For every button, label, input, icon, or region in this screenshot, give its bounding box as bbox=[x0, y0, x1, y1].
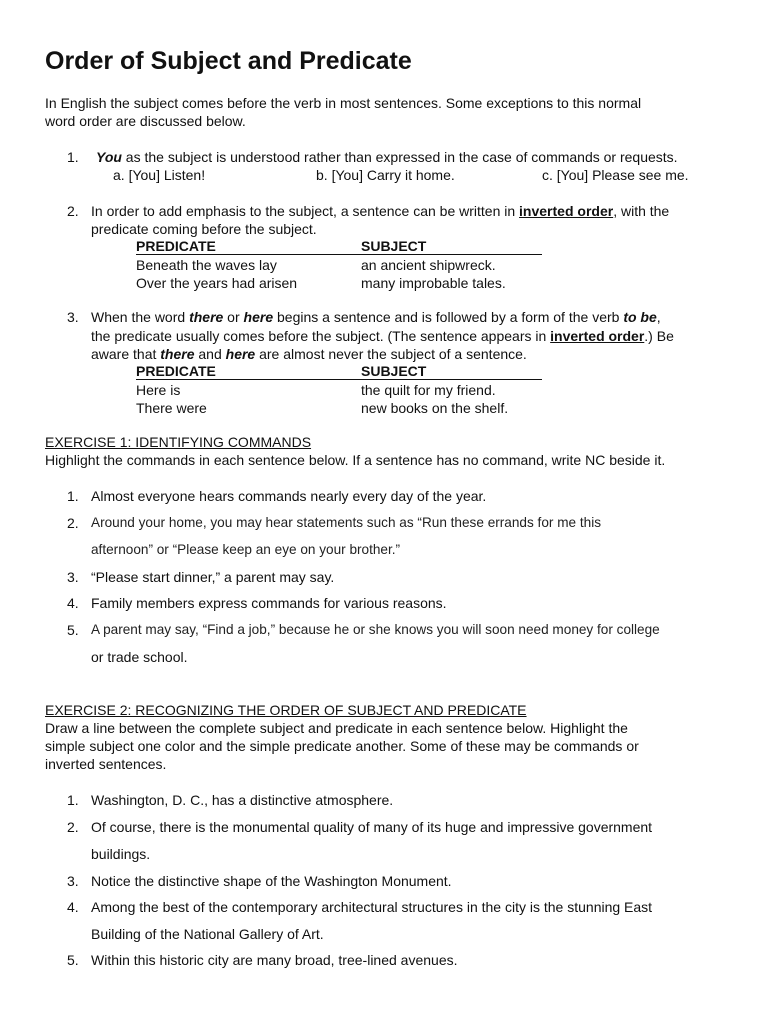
keyword-here: here bbox=[225, 346, 256, 362]
rule-3-text: , bbox=[656, 309, 661, 325]
keyword-here: here bbox=[243, 309, 274, 325]
subject-header: SUBJECT bbox=[361, 238, 427, 254]
rule-2-line-2: predicate coming before the subject. bbox=[91, 221, 317, 237]
exercise-1-heading: EXERCISE 1: IDENTIFYING COMMANDS bbox=[45, 434, 312, 450]
rule-3-text: and bbox=[194, 346, 226, 362]
ex2-item-3: Notice the distinctive shape of the Washington Monument. bbox=[91, 873, 452, 889]
ex2-item-4-line-2: Building of the National Gallery of Art. bbox=[91, 926, 324, 942]
subject-cell: an ancient shipwreck. bbox=[361, 257, 496, 273]
ex2-item-1: Washington, D. C., has a distinctive atmosphere. bbox=[91, 792, 394, 808]
rule-2-number: 2. bbox=[67, 203, 79, 219]
ex2-item-5: Within this historic city are many broad, tree-lined avenues. bbox=[91, 952, 458, 968]
ex1-item-5-line-2: or trade school. bbox=[91, 649, 188, 665]
ex1-item-number: 1. bbox=[67, 488, 79, 504]
exercise-2-heading: EXERCISE 2: RECOGNIZING THE ORDER OF SUBJECT AND PREDICATE bbox=[45, 702, 527, 718]
predicate-cell: There were bbox=[136, 400, 207, 416]
subject-cell: many improbable tales. bbox=[361, 275, 506, 291]
inverted-order-term: inverted order bbox=[519, 203, 614, 219]
intro-line-1: In English the subject comes before the verb in most sentences. Some exceptions to this normal bbox=[45, 95, 642, 111]
exercise-2-instructions-2: simple subject one color and the simple predicate another. Some of these may be commands or bbox=[45, 738, 639, 754]
rule-3-line-2 bbox=[91, 327, 674, 345]
rule-3-text: begins a sentence and is followed by a form of the verb bbox=[273, 309, 624, 325]
rule-3-text: or bbox=[223, 309, 244, 325]
subject-cell: the quilt for my friend. bbox=[361, 382, 496, 398]
rule-2-text-end: , with the bbox=[613, 203, 670, 219]
ex2-item-number: 2. bbox=[67, 819, 79, 835]
ex1-item-number: 4. bbox=[67, 595, 79, 611]
table-header bbox=[136, 362, 542, 380]
rule-3-line-1 bbox=[91, 308, 661, 326]
ex1-item-number: 2. bbox=[67, 515, 79, 531]
page-title: Order of Subject and Predicate bbox=[45, 47, 412, 75]
keyword-there: there bbox=[160, 346, 195, 362]
rule-3-number: 3. bbox=[67, 309, 79, 325]
rule-2-text: In order to add emphasis to the subject, a sentence can be written in bbox=[91, 203, 520, 219]
ex1-item-1: Almost everyone hears commands nearly every day of the year. bbox=[91, 488, 487, 504]
rule-2-table bbox=[136, 237, 542, 292]
ex2-item-4-line-1: Among the best of the contemporary architectural structures in the city is the stunning East bbox=[91, 899, 653, 915]
predicate-header: PREDICATE bbox=[136, 363, 216, 379]
table-row bbox=[136, 274, 542, 292]
exercise-2-instructions-1: Draw a line between the complete subject and predicate in each sentence below. Highlight the bbox=[45, 720, 628, 736]
rule-1-text bbox=[96, 148, 678, 166]
keyword-there: there bbox=[189, 309, 224, 325]
table-row bbox=[136, 256, 542, 274]
rule-1-keyword: You bbox=[96, 149, 122, 165]
table-row bbox=[136, 399, 542, 417]
predicate-cell: Here is bbox=[136, 382, 181, 398]
predicate-header: PREDICATE bbox=[136, 238, 216, 254]
ex1-item-3: “Please start dinner,” a parent may say. bbox=[91, 569, 335, 585]
rule-3-table bbox=[136, 362, 542, 417]
rule-3-text: aware that bbox=[91, 346, 161, 362]
table-row bbox=[136, 381, 542, 399]
rule-1-example-b: b. [You] Carry it home. bbox=[316, 167, 455, 183]
rule-3-text: the predicate usually comes before the subject. (The sentence appears in bbox=[91, 328, 551, 344]
predicate-cell: Beneath the waves lay bbox=[136, 257, 277, 273]
ex2-item-number: 3. bbox=[67, 873, 79, 889]
rule-3-text: .) Be bbox=[644, 328, 674, 344]
inverted-order-term: inverted order bbox=[550, 328, 645, 344]
ex1-item-2-line-2: afternoon” or “Please keep an eye on your brother.” bbox=[91, 542, 401, 557]
rule-1-example-c: c. [You] Please see me. bbox=[542, 167, 689, 183]
rule-1-number: 1. bbox=[67, 149, 79, 165]
ex2-item-number: 1. bbox=[67, 792, 79, 808]
exercise-2-instructions-3: inverted sentences. bbox=[45, 756, 167, 772]
ex2-item-number: 4. bbox=[67, 899, 79, 915]
ex1-item-2-line-1: Around your home, you may hear statements such as “Run these errands for me this bbox=[91, 515, 602, 530]
ex1-item-4: Family members express commands for various reasons. bbox=[91, 595, 447, 611]
table-header bbox=[136, 237, 542, 255]
rule-2-line-1 bbox=[91, 202, 669, 220]
rule-1-example-a: a. [You] Listen! bbox=[113, 167, 206, 183]
ex2-item-2-line-2: buildings. bbox=[91, 846, 151, 862]
ex1-item-number: 3. bbox=[67, 569, 79, 585]
rule-3-line-3 bbox=[91, 345, 527, 363]
ex1-item-5-line-1: A parent may say, “Find a job,” because he or she knows you will soon need money for college bbox=[91, 622, 660, 637]
exercise-1-instructions: Highlight the commands in each sentence below. If a sentence has no command, write NC beside it. bbox=[45, 452, 666, 468]
rule-3-text: When the word bbox=[91, 309, 190, 325]
subject-cell: new books on the shelf. bbox=[361, 400, 509, 416]
subject-header: SUBJECT bbox=[361, 363, 427, 379]
intro-line-2: word order are discussed below. bbox=[45, 113, 246, 129]
rule-1-rest: as the subject is understood rather than expressed in the case of commands or requests. bbox=[121, 149, 678, 165]
ex2-item-2-line-1: Of course, there is the monumental quality of many of its huge and impressive government bbox=[91, 819, 653, 835]
ex1-item-number: 5. bbox=[67, 622, 79, 638]
predicate-cell: Over the years had arisen bbox=[136, 275, 298, 291]
ex2-item-number: 5. bbox=[67, 952, 79, 968]
keyword-to-be: to be bbox=[623, 309, 657, 325]
rule-3-text: are almost never the subject of a sentence. bbox=[255, 346, 527, 362]
